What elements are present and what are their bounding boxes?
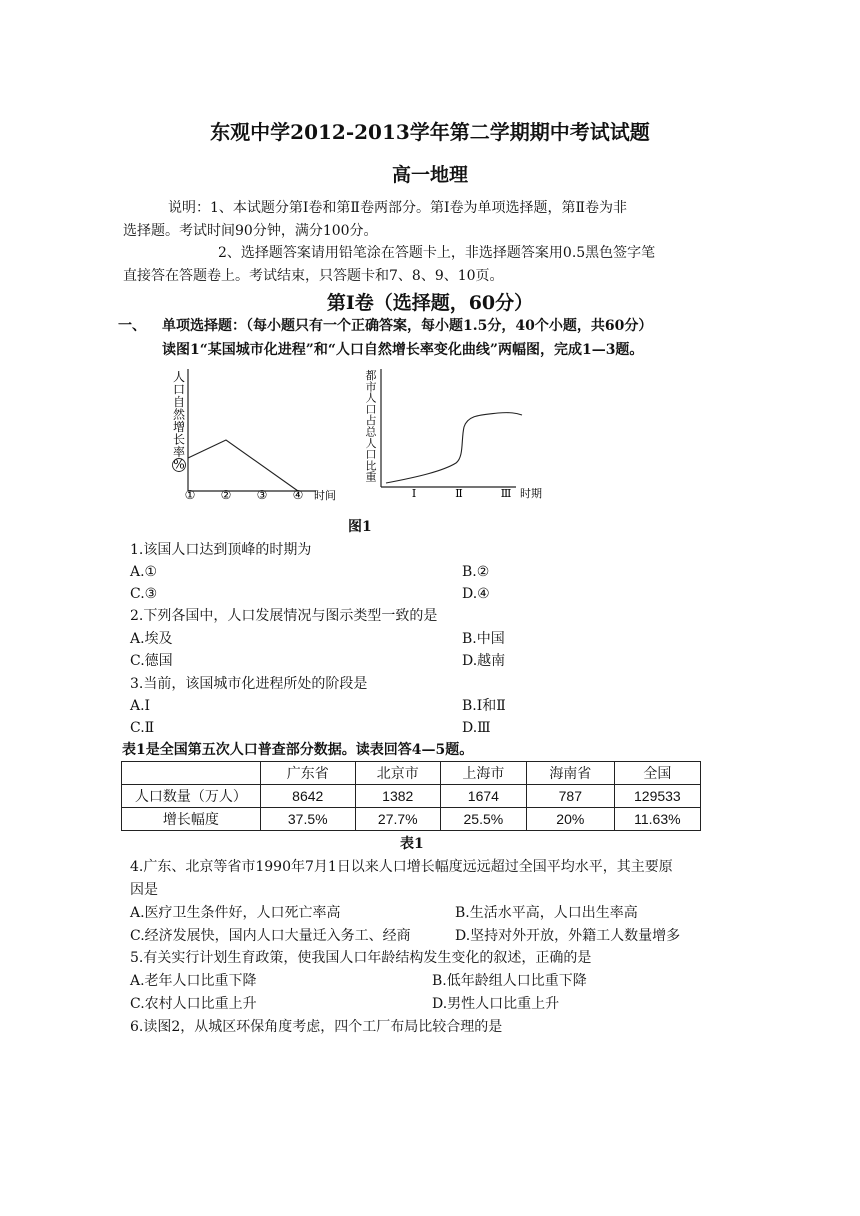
table-header-cell: 上海市: [440, 762, 526, 785]
q3-stem: 3.当前，该国城市化进程所处的阶段是: [130, 676, 368, 692]
q2-option-d: D.越南: [462, 653, 506, 669]
left-y-label-char: 口: [172, 382, 186, 397]
q4-stem-line-2: 因是: [130, 882, 158, 898]
exam-title: 东观中学2012-2013学年第二学期期中考试试题: [210, 120, 650, 144]
q6-stem: 6.读图2，从城区环保角度考虑，四个工厂布局比较合理的是: [130, 1019, 503, 1035]
left-y-label-char: 率: [172, 445, 186, 459]
q4-option-d: D.坚持对外开放，外籍工人数量增多: [455, 928, 681, 944]
q4-option-a: A.医疗卫生条件好，人口死亡率高: [130, 905, 341, 921]
q4-stem-line-1: 4.广东、北京等省市1990年7月1日以来人口增长幅度远远超过全国平均水平，其主要原: [130, 859, 673, 875]
right-chart-axes: [381, 369, 516, 487]
table-header-row: [122, 762, 701, 785]
left-y-axis-label: [173, 370, 186, 472]
q1-stem: 1.该国人口达到顶峰的时期为: [130, 542, 312, 558]
q1-option-c: C.③: [130, 586, 158, 602]
right-x-tick: Ⅱ: [455, 487, 463, 500]
table-cell: 8642: [260, 785, 355, 808]
q5-option-a: A.老年人口比重下降: [130, 973, 257, 989]
right-y-label-char: 人: [365, 436, 377, 450]
q3-option-a: A.Ⅰ: [130, 698, 151, 714]
table-1-caption: 表1: [400, 836, 424, 852]
right-x-ticks: [412, 487, 511, 500]
right-y-label-char: 口: [365, 448, 377, 462]
right-y-axis-label: [366, 368, 378, 484]
left-y-label-char: 长: [172, 432, 186, 447]
right-x-tick: Ⅰ: [411, 487, 417, 500]
figure-1: [168, 365, 568, 510]
left-x-label: 时间: [314, 489, 336, 502]
q2-option-c: C.德国: [130, 653, 173, 669]
instructions-line-4: 直接答在答题卷上。考试结束，只答题卡和7、8、9、10页。: [123, 268, 504, 284]
growth-rate-line: [188, 440, 298, 491]
table-row: [122, 785, 701, 808]
left-y-label-char: 然: [172, 407, 186, 422]
table-cell: 787: [526, 785, 614, 808]
q5-option-b: B.低年龄组人口比重下降: [432, 973, 587, 989]
table-header-cell: 北京市: [355, 762, 440, 785]
q2-stem: 2.下列各国中，人口发展情况与图示类型一致的是: [130, 608, 438, 624]
left-x-ticks: [185, 488, 304, 502]
q1-option-a: A.①: [130, 564, 158, 580]
right-x-tick: Ⅲ: [500, 487, 512, 500]
table-cell: 20%: [526, 808, 614, 831]
q2-option-a: A.埃及: [130, 631, 173, 647]
left-y-label-char: 人: [172, 370, 186, 384]
table-header-cell: 海南省: [526, 762, 614, 785]
left-chart-axes: [188, 369, 316, 491]
right-x-label: 时期: [520, 487, 542, 500]
table-cell: 27.7%: [355, 808, 440, 831]
figure-intro: 读图1“某国城市化进程”和“人口自然增长率变化曲线”两幅图，完成1—3题。: [162, 342, 644, 358]
left-x-tick: ②: [220, 488, 232, 502]
population-table: [121, 761, 701, 831]
q5-option-c: C.农村人口比重上升: [130, 996, 257, 1012]
q3-option-d: D.Ⅲ: [462, 720, 491, 736]
table-header-cell: [122, 762, 261, 785]
right-y-label-char: 口: [365, 402, 377, 416]
instructions-line-3: 2、选择题答案请用铅笔涂在答题卡上，非选择题答案用0.5黑色签字笔: [218, 245, 656, 261]
left-x-tick: ④: [292, 488, 304, 502]
table-cell: 1382: [355, 785, 440, 808]
table-row: [122, 808, 701, 831]
right-y-label-char: 市: [365, 380, 377, 394]
q1-option-b: B.②: [462, 564, 490, 580]
figure-1-caption: 图1: [348, 519, 372, 535]
urbanization-curve: [386, 413, 522, 483]
left-y-label-char: %: [173, 457, 185, 472]
left-x-tick: ③: [256, 488, 268, 502]
table-cell: 人口数量（万人）: [122, 785, 261, 808]
left-y-label-char: 自: [172, 395, 186, 409]
q3-option-b: B.Ⅰ和Ⅱ: [462, 698, 506, 714]
q5-option-d: D.男性人口比重上升: [432, 996, 560, 1012]
right-y-label-char: 占: [365, 414, 377, 428]
q4-option-b: B.生活水平高，人口出生率高: [455, 905, 638, 921]
table-cell: 37.5%: [260, 808, 355, 831]
q5-stem: 5.有关实行计划生育政策，使我国人口年龄结构发生变化的叙述，正确的是: [130, 950, 592, 966]
table-intro: 表1是全国第五次人口普查部分数据。读表回答4—5题。: [122, 742, 474, 758]
q1-option-d: D.④: [462, 586, 490, 602]
section-1-title: 第Ⅰ卷（选择题，60分）: [326, 292, 534, 314]
instructions-line-1: 说明：1、本试题分第Ⅰ卷和第Ⅱ卷两部分。第Ⅰ卷为单项选择题，第Ⅱ卷为非: [168, 200, 627, 216]
instructions-line-2: 选择题。考试时间90分钟，满分100分。: [123, 223, 378, 239]
table-cell: 增长幅度: [122, 808, 261, 831]
part-label: 单项选择题：（每小题只有一个正确答案，每小题1.5分，40个小题，共60分）: [162, 318, 653, 334]
subject-title: 高一地理: [391, 164, 468, 186]
part-number: 一、: [118, 318, 146, 334]
table-cell: 129533: [614, 785, 700, 808]
table-cell: 1674: [440, 785, 526, 808]
right-y-label-char: 都: [365, 369, 377, 382]
right-y-label-char: 比: [365, 459, 377, 473]
table-cell: 25.5%: [440, 808, 526, 831]
left-y-label-char: 增: [172, 420, 186, 434]
q3-option-c: C.Ⅱ: [130, 720, 155, 736]
right-y-label-char: 总: [365, 425, 377, 439]
right-y-label-char: 重: [365, 470, 377, 484]
table-header-cell: 全国: [614, 762, 700, 785]
table-header-cell: 广东省: [260, 762, 355, 785]
table-cell: 11.63%: [614, 808, 700, 831]
right-y-label-char: 人: [365, 391, 377, 405]
left-x-tick: ①: [184, 488, 196, 502]
q2-option-b: B.中国: [462, 631, 505, 647]
q4-option-c: C.经济发展快，国内人口大量迁入务工、经商: [130, 928, 411, 944]
